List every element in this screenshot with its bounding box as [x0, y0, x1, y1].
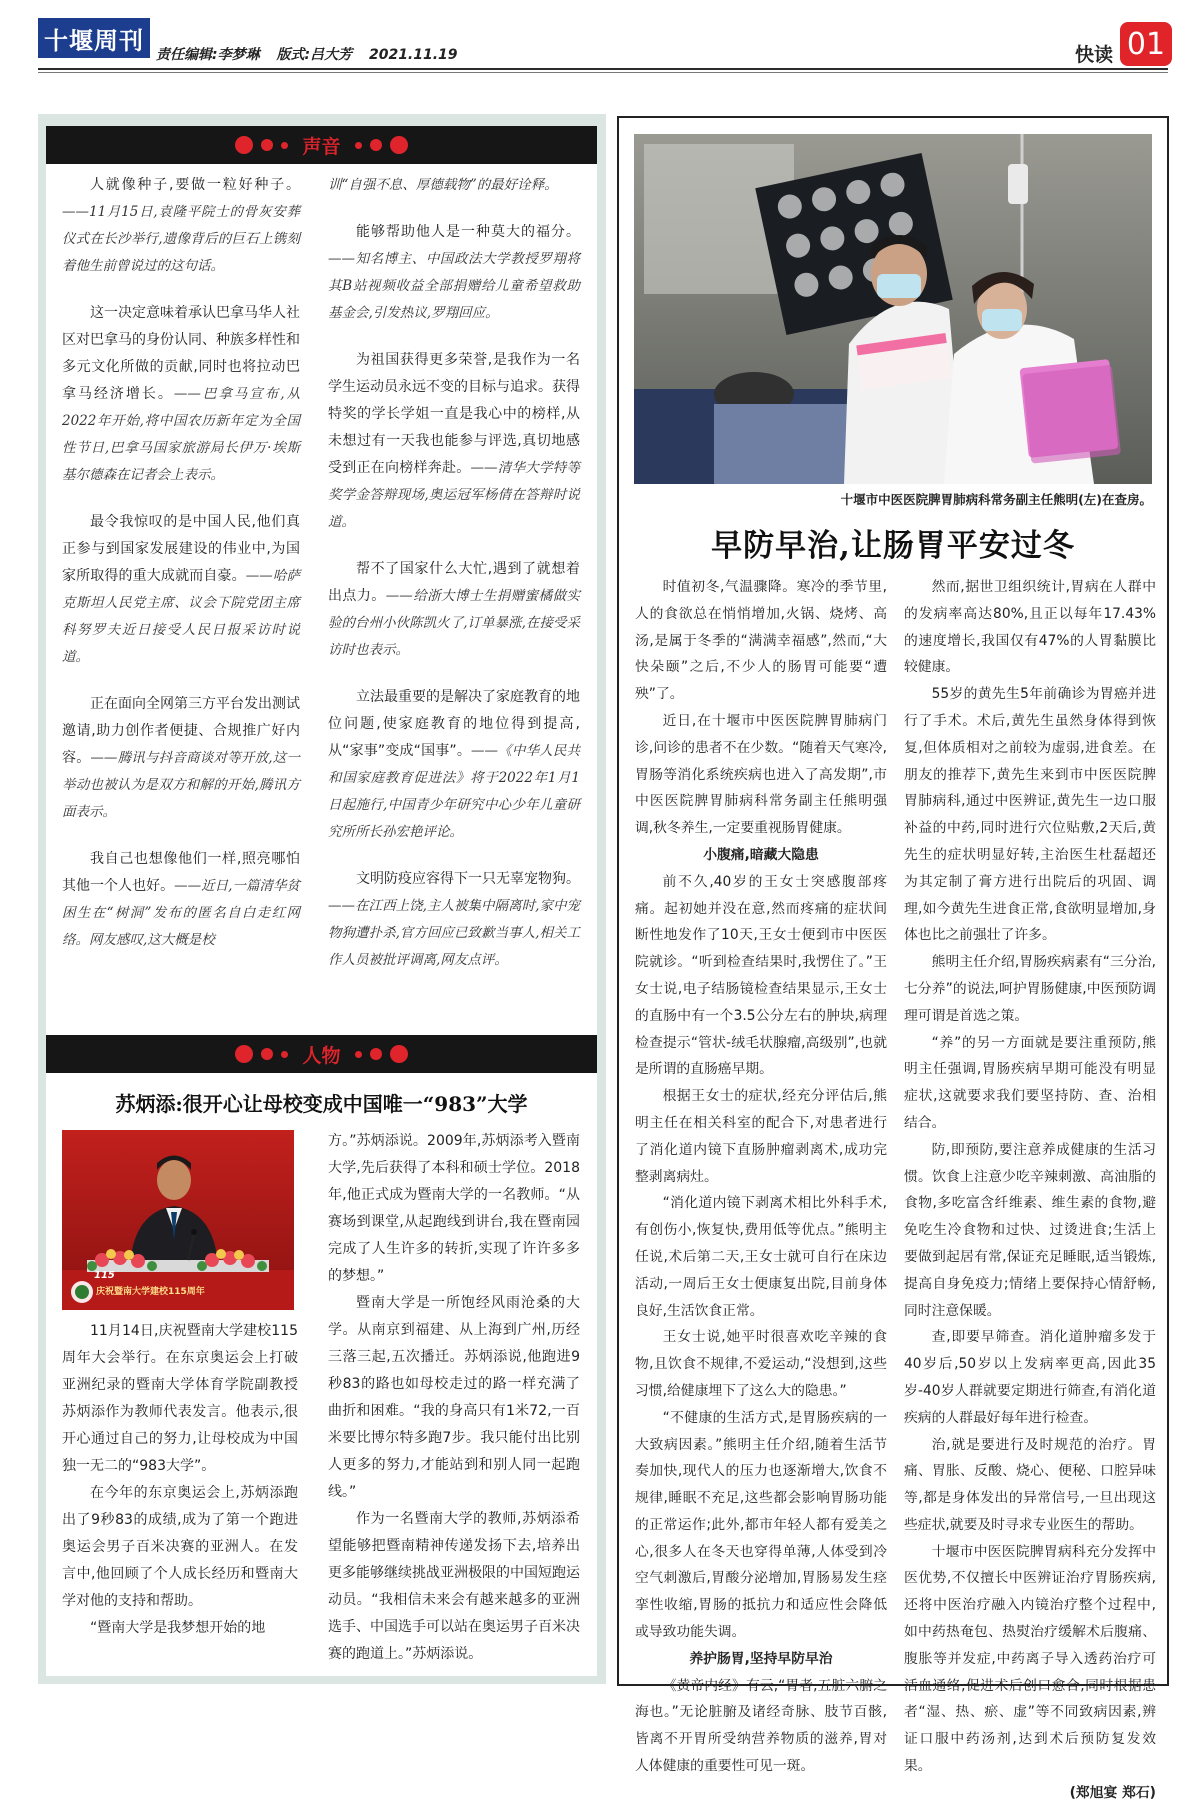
bullet-dot-icon [355, 1051, 362, 1058]
editor-credit: 责任编辑:李梦琳 [156, 47, 260, 63]
bullet-dot-icon [390, 136, 408, 154]
quote-text: 正在面向全网第三方平台发出测试邀请,助力创作者便捷、合规推广好内容。 [62, 696, 300, 766]
article-paragraph: 防,即预防,要注意养成健康的生活习惯。饮食上注意少吃辛辣刺激、高油脂的食物,多吃富含纤维素、维生素的食物,避免吃生冷食物和过快、过烫进食;生活上要做到起居有常,保证充足睡眠,适当锻炼,提高自身免疫力;情绪上要保持心情舒畅,同时注意保暖。 [904, 1141, 1156, 1319]
quote-text: 最令我惊叹的是中国人民,他们真正参与到国家发展建设的伟业中,为国家所取得的重大成就而自豪。 [62, 514, 300, 584]
header-rule-thin [38, 72, 1168, 73]
quote-entry [328, 866, 580, 974]
bullet-dot-icon [390, 1045, 408, 1063]
article-paragraph: 王女士说,她平时很喜欢吃辛辣的食物,且饮食不规律,不爱运动,“没想到,这些习惯,给健康埋下了这么大的隐患。” [635, 1329, 887, 1399]
bullet-dot-icon [370, 139, 382, 151]
quote-source: ——近日,一篇清华贫困生在“树洞”发布的匿名自白走红网络。网友感叹,这大概是校 [62, 878, 301, 948]
article-paragraph: 作为一名暨南大学的教师,苏炳添希望能够把暨南精神传递发扬下去,培养出更多能够继续挑战亚洲极限的中国短跑运动员。“我相信未来会有越来越多的亚洲选手、中国选手可以站在奥运男子百米决赛的跑道上。”苏炳添说。 [328, 1511, 580, 1662]
article-paragraph: 时值初冬,气温骤降。寒冷的季节里,人的食欲总在悄悄增加,火锅、烧烤、高汤,是属于冬季的“满满幸福感”,然而,“大快朵颐”之后,不少人的肠胃可能要“遭殃”了。 [635, 579, 887, 703]
people-headline: 苏炳添:很开心让母校变成中国唯一“983”大学 [115, 1092, 528, 1116]
article-paragraph: “养”的另一方面就是要注重预防,熊明主任强调,胃肠疾病早期可能没有明显症状,这就要求我们要坚持防、查、治相结合。 [904, 1034, 1156, 1131]
people-right-column [328, 1128, 580, 1668]
photo-banner-text: 庆祝暨南大学建校115周年 [96, 1287, 205, 1297]
quote-source: ——巴拿马宣布,从2022年开始,将中国农历新年定为全国性节日,巴拿马国家旅游局长伊万·埃斯基尔德森在记者会上表示。 [62, 386, 301, 483]
su-bingtian-photo [62, 1130, 294, 1310]
bullet-dot-icon [370, 1048, 382, 1060]
article-paragraph: 在今年的东京奥运会上,苏炳添跑出了9秒83的成绩,成为了第一个跑进奥运会男子百米决赛的亚洲人。在发言中,他回顾了个人成长经历和暨南大学对他的支持和帮助。 [62, 1485, 298, 1609]
quote-source: ——清华大学特等奖学金答辩现场,奥运冠军杨倩在答辩时说道。 [328, 460, 580, 530]
quote-entry [62, 691, 300, 826]
voices-left-column [62, 172, 300, 954]
article-paragraph: 十堰市中医医院脾胃病科充分发挥中医优势,不仅擅长中医辨证治疗胃肠疾病,还将中医治疗融入内镜治疗整个过程中,如中药热奄包、热熨治疗缓解术后腹痛、腹胀等并发症,中药离子导入透药治疗可活血通络,促进术后创口愈合,同时根据患者“湿、热、瘀、虚”等不同致病因素,辨证口服中药汤剂,达到术后预防复发效果。 [904, 1543, 1156, 1775]
quote-text: 这一决定意味着承认巴拿马华人社区对巴拿马的身份认同、种族多样性和多元文化所做的贡献,同时也将拉动巴拿马经济增长。 [62, 305, 300, 402]
people-left-column [62, 1318, 298, 1642]
quote-text: 为祖国获得更多荣誉,是我作为一名学生运动员永远不变的目标与追求。获得特奖的学长学姐一直是我心中的榜样,从未想过有一天我也能参与评选,真切地感受到正在向榜样奔赴。 [328, 352, 580, 476]
article-paragraph: 熊明主任介绍,胃肠疾病素有“三分治,七分养”的说法,呵护胃肠健康,中医预防调理可谓是首选之策。 [904, 954, 1156, 1024]
bullet-dot-icon [235, 1045, 253, 1063]
quote-entry [62, 300, 300, 489]
article-paragraph: “暨南大学是我梦想开始的地 [90, 1620, 266, 1636]
quote-text: 能够帮助他人是一种莫大的福分。 [356, 224, 580, 240]
people-section-title: 人物 [302, 1044, 341, 1067]
quote-text: 帮不了国家什么大忙,遇到了就想着出点力。 [328, 561, 580, 604]
photo-caption: 十堰市中医医院脾胃肺病科常务副主任熊明(左)在查房。 [840, 492, 1152, 507]
quote-source: ——腾讯与抖音商谈对等开放,这一举动也被认为是双方和解的开始,腾讯方面表示。 [62, 750, 300, 820]
doctors-ward-photo [634, 134, 1152, 484]
article-paragraph: 治,就是要进行及时规范的治疗。胃痛、胃胀、反酸、烧心、便秘、口腔异味等,都是身体发出的异常信号,一旦出现这些症状,就要及时寻求专业医生的帮助。 [904, 1436, 1156, 1533]
subheading: 养护肠胃,坚持早防早治 [689, 1650, 833, 1667]
voices-right-column [328, 172, 580, 974]
article-paragraph: 暨南大学是一所饱经风雨沧桑的大学。从南京到福建、从上海到广州,历经三落三起,五次播迁。苏炳添说,他跑进9秒83的路也如母校走过的路一样充满了曲折和困难。“我的身高只有1米72,一百米要比博尔特多跑7步。我只能付出比别人更多的努力,才能站到和别人同一起跑线。” [328, 1295, 580, 1500]
page-number-badge: 01 [1120, 22, 1172, 66]
quote-source: ——知名博主、中国政法大学教授罗翔将其B站视频收益全部捐赠给儿童希望救助基金会,引发热议,罗翔回应。 [328, 251, 580, 321]
page-meta [156, 44, 470, 64]
quote-entry [328, 172, 580, 199]
article-paragraph: 11月14日,庆祝暨南大学建校115周年大会举行。在东京奥运会上打破亚洲纪录的暨南大学体育学院副教授苏炳添作为教师代表发言。他表示,很开心通过自己的努力,让母校成为中国独一无二的“983大学”。 [62, 1323, 298, 1474]
voices-section-bar [46, 126, 597, 164]
article-paragraph: “不健康的生活方式,是胃肠疾病的一大致病因素。”熊明主任介绍,随着生活节奏加快,现代人的压力也逐渐增大,饮食不规律,睡眠不充足,这些都会影响胃肠功能的正常运作;此外,都市年轻人都有爱美之心,很多人在冬天也穿得单薄,人体受到冷空气刺激后,胃酸分泌增加,胃肠易发生痉挛性收缩,胃肠的抵抗力和适应性会降低或导致功能失调。 [635, 1409, 887, 1641]
quote-text: 我自己也想像他们一样,照亮哪怕其他一个人也好。 [62, 851, 300, 894]
quote-entry [62, 509, 300, 671]
article-paragraph: 前不久,40岁的王女士突感腹部疼痛。起初她并没在意,然而疼痛的症状间断性地发作了10天,王女士便到市中医医院就诊。“听到检查结果时,我愣住了。”王女士说,电子结肠镜检查结果显示,王女士的直肠中有一个3.5公分左右的肿块,病理检查提示“管状-绒毛状腺瘤,高级别”,也就是所谓的直肠癌早期。 [635, 873, 887, 1078]
quote-source: ——在江西上饶,主人被集中隔离时,家中宠物狗遭扑杀,官方回应已致歉当事人,相关工作人员被批评调离,网友点评。 [328, 898, 580, 968]
quote-source: ——哈萨克斯坦人民党主席、议会下院党团主席科努罗夫近日接受人民日报采访时说道。 [62, 568, 301, 665]
bullet-dot-icon [261, 139, 273, 151]
bullet-dot-icon [235, 136, 253, 154]
article-paragraph: 55岁的黄先生5年前确诊为胃癌并进行了手术。术后,黄先生虽然身体得到恢复,但体质相对之前较为虚弱,进食差。在朋友的推荐下,黄先生来到市中医医院脾胃肺病科,通过中医辨证,黄先生一边口服补益的中药,同时进行穴位贴敷,2天后,黄先生的症状明显好转,主治医生杜磊超还为其定制了膏方进行出院后的巩固、调理,如今黄先生进食正常,食欲明显增加,身体也比之前强壮了许多。 [904, 686, 1156, 944]
quote-source: 训“自强不息、厚德载物”的最好诠释。 [328, 177, 558, 193]
bullet-dot-icon [355, 142, 362, 149]
quote-entry [328, 347, 580, 536]
article-paragraph: 查,即要早筛查。消化道肿瘤多发于40岁后,50岁以上发病率更高,因此35岁-40岁人群就要定期进行筛查,有消化道疾病的人群最好每年进行检查。 [904, 1329, 1156, 1426]
article-paragraph: 然而,据世卫组织统计,胃病在人群中的发病率高达80%,且正以每年17.43%的速度增长,我国仅有47%的人胃黏膜比较健康。 [904, 579, 1156, 676]
bullet-dot-icon [281, 142, 288, 149]
layout-credit: 版式:吕大芳 [276, 47, 353, 63]
quote-source: ——给浙大博士生捐赠蜜橘做实验的台州小伙陈凯火了,订单暴涨,在接受采访时也表示。 [328, 588, 580, 658]
quote-source: ——11月15日,袁隆平院士的骨灰安葬仪式在长沙举行,遗像背后的巨石上镌刻着他生前曾说过的这句话。 [62, 204, 300, 274]
quote-entry [62, 172, 300, 280]
article-paragraph: 方。”苏炳添说。2009年,苏炳添考入暨南大学,先后获得了本科和硕士学位。2018年,他正式成为暨南大学的一名教师。“从赛场到课堂,从起跑线到讲台,我在暨南园完成了人生许多的转折,实现了许许多多的梦想。” [328, 1133, 580, 1284]
quote-entry [328, 556, 580, 664]
health-right-column [904, 574, 1156, 1807]
quote-entry [328, 219, 580, 327]
quote-entry [328, 684, 580, 846]
bullet-dot-icon [281, 1051, 288, 1058]
quote-text: 立法最重要的是解决了家庭教育的地位问题,使家庭教育的地位得到提高,从“家事”变成“国事”。 [328, 689, 580, 759]
quote-text: 文明防疫应容得下一只无辜宠物狗。 [356, 871, 580, 887]
people-section-bar [46, 1035, 597, 1073]
bullet-dot-icon [261, 1048, 273, 1060]
article-paragraph: 根据王女士的症状,经充分评估后,熊明主任在相关科室的配合下,对患者进行了消化道内镜下直肠肿瘤剥离术,成功完整剥离病灶。 [635, 1088, 887, 1185]
quote-entry [62, 846, 300, 954]
quote-text: 人就像种子,要做一粒好种子。 [90, 177, 300, 193]
health-left-column [635, 574, 887, 1780]
article-paragraph: “消化道内镜下剥离术相比外科手术,有创伤小,恢复快,费用低等优点。”熊明主任说,术后第二天,王女士就可自行在床边活动,一周后王女士便康复出院,目前身体良好,生活饮食正常。 [635, 1195, 887, 1319]
article-paragraph: 《黄帝内经》有云,“胃者,五脏六腑之海也。”无论脏腑及诸经奇脉、肢节百骸,皆离不开胃所受纳营养物质的滋养,胃对人体健康的重要性可见一斑。 [635, 1677, 887, 1775]
masthead-logo: 十堰周刊 [38, 18, 150, 58]
header-rule [38, 68, 1168, 70]
section-label: 快读 [1075, 44, 1114, 66]
issue-date: 2021.11.19 [368, 47, 458, 63]
photo-banner-logo: 115 [94, 1270, 115, 1281]
quote-source: ——《中华人民共和国家庭教育促进法》将于2022年1月1日起施行,中国青少年研究中心少年儿童研究所所长孙宏艳评论。 [328, 743, 581, 840]
byline: (郑旭宴 郑石) [1069, 1784, 1156, 1801]
health-headline: 早防早治,让肠胃平安过冬 [711, 528, 1075, 564]
voices-section-title: 声音 [302, 135, 341, 158]
article-paragraph: 近日,在十堰市中医医院脾胃肺病门诊,问诊的患者不在少数。“随着天气寒冷,胃肠等消化系统疾病也进入了高发期”,市中医医院脾胃肺病科常务副主任熊明强调,秋冬养生,一定要重视肠胃健康。 [635, 712, 887, 837]
subheading: 小腹痛,暗藏大隐患 [703, 846, 819, 863]
